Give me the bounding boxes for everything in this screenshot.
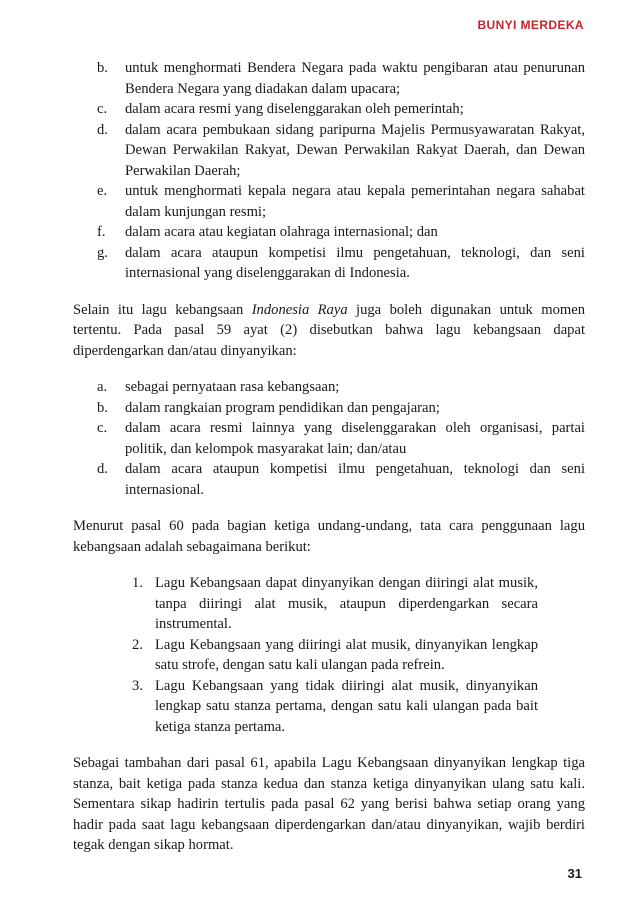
list-item-text: untuk menghormati kepala negara atau kepala pemerintahan negara sahabat dalam kunjungan resmi;: [125, 183, 585, 220]
list-marker: d.: [97, 461, 108, 477]
list-item-text: sebagai pernyataan rasa kebangsaan;: [125, 379, 340, 395]
list-item: [97, 222, 585, 243]
running-header: BUNYI MERDEKA: [477, 18, 584, 32]
list-item-text: dalam acara ataupun kompetisi ilmu pengetahuan, teknologi dan seni internasional.: [125, 461, 585, 498]
list-item-text: dalam acara ataupun kompetisi ilmu pengetahuan, teknologi, dan seni internasional yang diselenggarakan di Indonesia.: [125, 244, 585, 281]
list-item-text: untuk menghormati Bendera Negara pada waktu pengibaran atau penurunan Bendera Negara yang diadakan dalam upacara;: [125, 60, 585, 97]
list-item-text: Lagu Kebangsaan yang tidak diiringi alat musik, dinyanyikan lengkap satu stanza pertama, dengan satu kali ulangan pada bait ketiga stanza pertama.: [155, 677, 538, 735]
paragraph-1: [73, 300, 585, 362]
list-marker: d.: [97, 121, 108, 138]
list-marker: c.: [97, 101, 108, 117]
list-marker: f.: [97, 224, 106, 240]
list-item-text: dalam acara resmi yang diselenggarakan oleh pemerintah;: [125, 101, 464, 117]
list-item-text: dalam acara pembukaan sidang paripurna Majelis Permusyawaratan Rakyat, Dewan Perwakilan Rakyat, Dewan Perwakilan Rakyat Daerah, dan Dewan Perwakilan Daerah;: [125, 121, 585, 179]
list-item-text: Lagu Kebangsaan yang diiringi alat musik, dinyanyikan lengkap satu strofe, dengan satu kali ulangan pada refrein.: [155, 636, 538, 673]
list-item: [97, 99, 585, 120]
list-marker: b.: [97, 60, 108, 76]
list-marker: 2.: [132, 636, 143, 653]
page-body: [73, 58, 585, 856]
list-item: [97, 181, 585, 222]
page-number: 31: [567, 866, 582, 881]
list-item: [113, 635, 538, 676]
list-item-text: dalam rangkaian program pendidikan dan pengajaran;: [125, 399, 440, 416]
list-item-text: Lagu Kebangsaan dapat dinyanyikan dengan diiringi alat musik, tanpa diiringi alat musik, ataupun diperdengarkan secara instrumental.: [155, 575, 538, 632]
usage-list-mid: [73, 377, 585, 500]
list-item-text: dalam acara atau kegiatan olahraga internasional; dan: [125, 224, 438, 240]
paragraph-3: Sebagai tambahan dari pasal 61, apabila Lagu Kebangsaan dinyanyikan lengkap tiga stanza, bait ketiga pada stanza kedua dan stanza ketiga dinyanyikan ulang satu kali. Sementara sikap hadirin tertulis pada pasal 62 yang berisi bahwa setiap orang yang hadir pada saat lagu kebangsaan diperdengarkan dan/atau dinyanyikan, wajib berdiri tegak dengan sikap hormat.: [73, 755, 585, 853]
list-marker: a.: [97, 379, 108, 395]
list-item: [97, 377, 585, 398]
list-marker: b.: [97, 399, 108, 416]
paragraph-1-after: juga boleh digunakan untuk momen tertentu. Pada pasal 59 ayat (2) disebutkan bahwa lagu kebangsaan dapat diperdengarkan dan/atau dinyanyikan:: [73, 301, 585, 359]
list-item: [97, 58, 585, 99]
list-item: [97, 459, 585, 500]
procedure-list: [73, 573, 585, 737]
list-marker: 3.: [132, 677, 143, 694]
list-item: [97, 398, 585, 419]
usage-list-top: [73, 58, 585, 284]
list-marker: g.: [97, 244, 108, 261]
list-item-text: dalam acara resmi lainnya yang diselenggarakan oleh organisasi, partai politik, dan kelompok masyarakat lain; dan/atau: [125, 420, 585, 457]
list-item: [97, 243, 585, 284]
list-item: [113, 676, 538, 738]
list-marker: c.: [97, 420, 108, 436]
list-marker: 1.: [132, 575, 143, 591]
list-item: [97, 418, 585, 459]
list-marker: e.: [97, 183, 108, 199]
paragraph-2: Menurut pasal 60 pada bagian ketiga undang-undang, tata cara penggunaan lagu kebangsaan adalah sebagaimana berikut:: [73, 518, 585, 555]
list-item: [113, 573, 538, 635]
anthem-title: Indonesia Raya: [251, 301, 348, 318]
paragraph-1-before: Selain itu lagu kebangsaan: [73, 301, 252, 318]
list-item: [97, 120, 585, 182]
